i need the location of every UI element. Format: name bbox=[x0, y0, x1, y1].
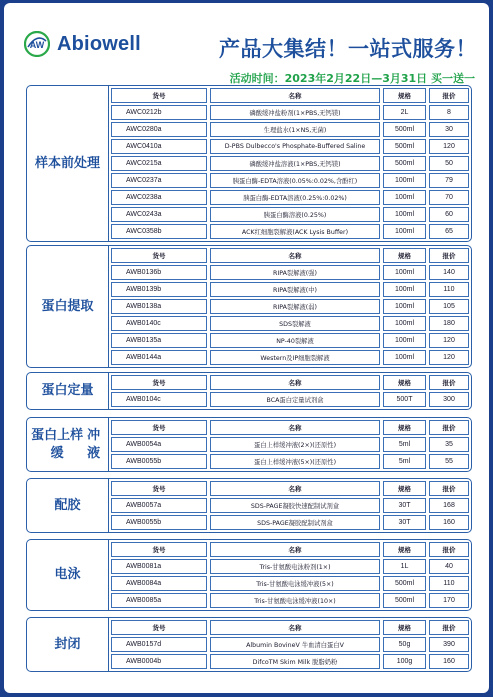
cell-spec: 100ml bbox=[383, 316, 426, 331]
cell-spec: 100ml bbox=[383, 350, 426, 365]
product-table bbox=[111, 542, 469, 610]
product-section bbox=[26, 417, 472, 472]
header-name: 名称 bbox=[210, 375, 380, 390]
cell-spec: 500ml bbox=[383, 593, 426, 608]
cell-price: 79 bbox=[429, 173, 469, 188]
table-row bbox=[111, 515, 469, 530]
header-name: 名称 bbox=[210, 481, 380, 496]
cell-price: 180 bbox=[429, 316, 469, 331]
cell-spec: 500ml bbox=[383, 122, 426, 137]
table-header bbox=[111, 481, 469, 496]
header-code: 货号 bbox=[111, 542, 207, 557]
cell-price: 40 bbox=[429, 559, 469, 574]
cell-price: 300 bbox=[429, 392, 469, 407]
cell-code: AWB0084a bbox=[111, 576, 207, 591]
cell-name: RIPA裂解液(强) bbox=[210, 265, 380, 280]
section-label: 蛋白提取 bbox=[27, 246, 109, 367]
cell-price: 8 bbox=[429, 105, 469, 120]
cell-code: AWB0085a bbox=[111, 593, 207, 608]
header-spec: 规格 bbox=[383, 481, 426, 496]
cell-spec: 100ml bbox=[383, 299, 426, 314]
table-row bbox=[111, 593, 469, 608]
cell-spec: 30T bbox=[383, 498, 426, 513]
cell-name: NP-40裂解液 bbox=[210, 333, 380, 348]
cell-name: 胰蛋白酶溶液(0.25%) bbox=[210, 207, 380, 222]
cell-price: 50 bbox=[429, 156, 469, 171]
header-price: 报价 bbox=[429, 375, 469, 390]
cell-name: 胰蛋白酶-EDTA溶液(0.25%:0.02%) bbox=[210, 190, 380, 205]
cell-name: ACK红细胞裂解液(ACK Lysis Buffer) bbox=[210, 224, 380, 239]
header-spec: 规格 bbox=[383, 542, 426, 557]
cell-code: AWB0136b bbox=[111, 265, 207, 280]
cell-price: 30 bbox=[429, 122, 469, 137]
abiowell-logo-icon bbox=[24, 31, 50, 57]
cell-spec: 500ml bbox=[383, 576, 426, 591]
table-row bbox=[111, 559, 469, 574]
cell-spec: 500ml bbox=[383, 156, 426, 171]
header-name: 名称 bbox=[210, 248, 380, 263]
cell-spec: 100g bbox=[383, 654, 426, 669]
cell-price: 170 bbox=[429, 593, 469, 608]
cell-code: AWC0358b bbox=[111, 224, 207, 239]
cell-name: 蛋白上样缓冲液(2×)(还原性) bbox=[210, 437, 380, 452]
cell-name: 生理盐水(1×NS,无菌) bbox=[210, 122, 380, 137]
cell-code: AWC0212b bbox=[111, 105, 207, 120]
header-price: 报价 bbox=[429, 88, 469, 103]
product-section bbox=[26, 617, 472, 672]
cell-price: 120 bbox=[429, 350, 469, 365]
product-section bbox=[26, 245, 472, 368]
header-spec: 规格 bbox=[383, 248, 426, 263]
flyer-header bbox=[4, 3, 489, 83]
table-row bbox=[111, 299, 469, 314]
table-row bbox=[111, 224, 469, 239]
cell-price: 140 bbox=[429, 265, 469, 280]
cell-code: AWB0055b bbox=[111, 515, 207, 530]
cell-price: 168 bbox=[429, 498, 469, 513]
cell-spec: 500ml bbox=[383, 139, 426, 154]
cell-price: 55 bbox=[429, 454, 469, 469]
cell-price: 35 bbox=[429, 437, 469, 452]
cell-spec: 100ml bbox=[383, 173, 426, 188]
cell-code: AWB0140c bbox=[111, 316, 207, 331]
cell-name: D-PBS Dulbecco's Phosphate-Buffered Saline bbox=[210, 139, 380, 154]
table-row bbox=[111, 265, 469, 280]
product-table bbox=[111, 375, 469, 409]
cell-code: AWB0057a bbox=[111, 498, 207, 513]
product-table bbox=[111, 481, 469, 532]
cell-name: Tris-甘氨酸电泳粉剂(1×) bbox=[210, 559, 380, 574]
cell-code: AWC0238a bbox=[111, 190, 207, 205]
table-header bbox=[111, 542, 469, 557]
logo-letters: AW bbox=[29, 40, 45, 50]
header-name: 名称 bbox=[210, 420, 380, 435]
cell-name: SDS-PAGE凝胶快速配制试剂盒 bbox=[210, 498, 380, 513]
cell-spec: 1L bbox=[383, 559, 426, 574]
cell-price: 160 bbox=[429, 654, 469, 669]
cell-spec: 5ml bbox=[383, 437, 426, 452]
label-line: 蛋白上样缓 bbox=[31, 427, 84, 461]
table-row bbox=[111, 282, 469, 297]
section-label: 封闭 bbox=[27, 618, 109, 671]
flyer-page bbox=[4, 3, 489, 693]
cell-spec: 5ml bbox=[383, 454, 426, 469]
header-code: 货号 bbox=[111, 420, 207, 435]
header-price: 报价 bbox=[429, 248, 469, 263]
table-header bbox=[111, 248, 469, 263]
cell-name: DifcoTM Skim Milk 脱脂奶粉 bbox=[210, 654, 380, 669]
cell-code: AWB0139b bbox=[111, 282, 207, 297]
table-row bbox=[111, 316, 469, 331]
cell-spec: 100ml bbox=[383, 190, 426, 205]
product-table bbox=[111, 620, 469, 671]
header-spec: 规格 bbox=[383, 88, 426, 103]
header-name: 名称 bbox=[210, 620, 380, 635]
cell-name: BCA蛋白定量试剂盒 bbox=[210, 392, 380, 407]
table-row bbox=[111, 139, 469, 154]
table-header bbox=[111, 88, 469, 103]
cell-code: AWC0215a bbox=[111, 156, 207, 171]
product-table bbox=[111, 88, 469, 241]
table-row bbox=[111, 654, 469, 669]
cell-name: 胰蛋白酶-EDTA溶液(0.05%:0.02%,含酚红) bbox=[210, 173, 380, 188]
header-code: 货号 bbox=[111, 375, 207, 390]
table-row bbox=[111, 637, 469, 652]
cell-name: Western及IP细胞裂解液 bbox=[210, 350, 380, 365]
section-label bbox=[27, 418, 109, 471]
product-section bbox=[26, 539, 472, 611]
cell-code: AWB0144a bbox=[111, 350, 207, 365]
cell-code: AWC0280a bbox=[111, 122, 207, 137]
cell-spec: 100ml bbox=[383, 207, 426, 222]
table-row bbox=[111, 105, 469, 120]
section-label bbox=[27, 86, 109, 241]
product-section bbox=[26, 478, 472, 533]
header-code: 货号 bbox=[111, 620, 207, 635]
cell-price: 120 bbox=[429, 333, 469, 348]
cell-code: AWC0410a bbox=[111, 139, 207, 154]
header-spec: 规格 bbox=[383, 420, 426, 435]
table-row bbox=[111, 333, 469, 348]
header-code: 货号 bbox=[111, 248, 207, 263]
cell-spec: 500T bbox=[383, 392, 426, 407]
cell-code: AWB0054a bbox=[111, 437, 207, 452]
product-table bbox=[111, 248, 469, 367]
header-code: 货号 bbox=[111, 481, 207, 496]
section-label: 蛋白定量 bbox=[27, 373, 109, 409]
cell-name: 磷酸缓冲盐溶液(1×PBS,无钙镁) bbox=[210, 156, 380, 171]
table-row bbox=[111, 156, 469, 171]
header-price: 报价 bbox=[429, 420, 469, 435]
header-name: 名称 bbox=[210, 542, 380, 557]
cell-price: 160 bbox=[429, 515, 469, 530]
section-label: 电泳 bbox=[27, 540, 109, 610]
header-spec: 规格 bbox=[383, 620, 426, 635]
table-row bbox=[111, 122, 469, 137]
product-table bbox=[111, 420, 469, 471]
header-name: 名称 bbox=[210, 88, 380, 103]
header-spec: 规格 bbox=[383, 375, 426, 390]
table-row bbox=[111, 576, 469, 591]
cell-price: 70 bbox=[429, 190, 469, 205]
cell-price: 105 bbox=[429, 299, 469, 314]
table-row bbox=[111, 392, 469, 407]
cell-code: AWB0004b bbox=[111, 654, 207, 669]
cell-code: AWB0135a bbox=[111, 333, 207, 348]
cell-spec: 100ml bbox=[383, 333, 426, 348]
header-price: 报价 bbox=[429, 620, 469, 635]
cell-spec: 100ml bbox=[383, 224, 426, 239]
cell-code: AWB0081a bbox=[111, 559, 207, 574]
cell-spec: 100ml bbox=[383, 265, 426, 280]
table-header bbox=[111, 420, 469, 435]
table-header bbox=[111, 620, 469, 635]
product-section bbox=[26, 85, 472, 242]
product-section bbox=[26, 372, 472, 410]
cell-name: Tris-甘氨酸电泳缓冲液(10×) bbox=[210, 593, 380, 608]
cell-name: RIPA裂解液(中) bbox=[210, 282, 380, 297]
cell-price: 120 bbox=[429, 139, 469, 154]
cell-name: SDS-PAGE凝胶配制试剂盒 bbox=[210, 515, 380, 530]
section-label: 配胶 bbox=[27, 479, 109, 532]
page-title: 产品大集结！一站式服务！ bbox=[219, 37, 477, 61]
cell-price: 110 bbox=[429, 282, 469, 297]
cell-code: AWB0055b bbox=[111, 454, 207, 469]
header-price: 报价 bbox=[429, 542, 469, 557]
table-row bbox=[111, 437, 469, 452]
cell-spec: 50g bbox=[383, 637, 426, 652]
cell-code: AWC0243a bbox=[111, 207, 207, 222]
cell-code: AWB0104c bbox=[111, 392, 207, 407]
cell-name: 蛋白上样缓冲液(5×)(还原性) bbox=[210, 454, 380, 469]
table-row bbox=[111, 173, 469, 188]
table-row bbox=[111, 207, 469, 222]
table-row bbox=[111, 190, 469, 205]
cell-name: SDS裂解液 bbox=[210, 316, 380, 331]
table-row bbox=[111, 454, 469, 469]
table-row bbox=[111, 498, 469, 513]
cell-name: Albumin BovineV 牛血清白蛋白V bbox=[210, 637, 380, 652]
cell-spec: 30T bbox=[383, 515, 426, 530]
promo-period: 活动时间：2023年2月22日—3月31日 买一送一 bbox=[229, 72, 475, 85]
label-line: 冲液 bbox=[87, 427, 101, 461]
cell-code: AWB0138a bbox=[111, 299, 207, 314]
header-code: 货号 bbox=[111, 88, 207, 103]
label-line: 处理 bbox=[74, 155, 101, 171]
cell-spec: 2L bbox=[383, 105, 426, 120]
table-header bbox=[111, 375, 469, 390]
cell-price: 110 bbox=[429, 576, 469, 591]
cell-name: 磷酸缓冲盐粉剂(1×PBS,无钙镁) bbox=[210, 105, 380, 120]
table-row bbox=[111, 350, 469, 365]
cell-price: 60 bbox=[429, 207, 469, 222]
cell-price: 65 bbox=[429, 224, 469, 239]
cell-name: Tris-甘氨酸电泳缓冲液(5×) bbox=[210, 576, 380, 591]
label-line: 样本前 bbox=[34, 155, 74, 171]
cell-price: 390 bbox=[429, 637, 469, 652]
cell-spec: 100ml bbox=[383, 282, 426, 297]
brand-name: Abiowell bbox=[57, 33, 141, 55]
cell-name: RIPA裂解液(弱) bbox=[210, 299, 380, 314]
header-price: 报价 bbox=[429, 481, 469, 496]
cell-code: AWB0157d bbox=[111, 637, 207, 652]
cell-code: AWC0237a bbox=[111, 173, 207, 188]
